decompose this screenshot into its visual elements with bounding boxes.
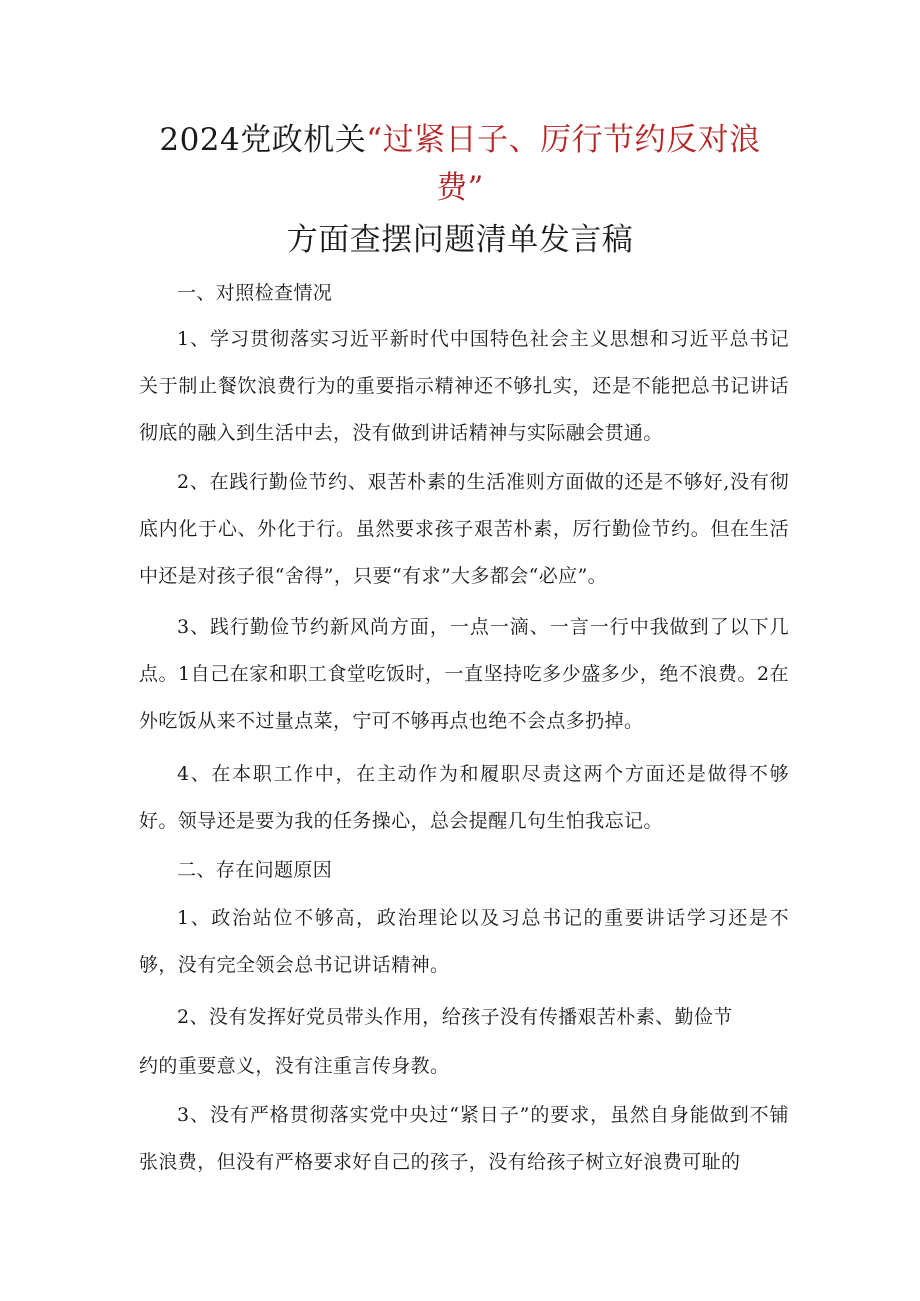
section2-paragraph-3: 3、没有严格贯彻落实党中央过“紧日子”的要求，虽然自身能做到不铺张浪费，但没有严格要求好自己的孩子，没有给孩子树立好浪费可耻的 bbox=[139, 1104, 789, 1173]
section1-paragraph-2: 2、在践行勤俭节约、艰苦朴素的生活准则方面做的还是不够好,没有彻底内化于心、外化于行。虽然要求孩子艰苦朴素，厉行勤俭节约。但在生活中还是对孩子很“舍得”，只要“有求”大多都会“必应”。 bbox=[139, 471, 789, 587]
document-title-line1 bbox=[100, 118, 820, 162]
title-quoted-part2: 费” bbox=[436, 170, 484, 206]
title-prefix: 2024党政机关 bbox=[159, 122, 367, 158]
title-line3-text: 方面查摆问题清单发言稿 bbox=[286, 222, 634, 258]
document-title-line3 bbox=[100, 218, 820, 262]
section2-paragraph-2-line1: 2、没有发挥好党员带头作用，给孩子没有传播艰苦朴素、勤俭节 bbox=[177, 1006, 733, 1028]
section2-paragraph-1: 1、政治站位不够高，政治理论以及习总书记的重要讲话学习还是不够，没有完全领会总书记讲话精神。 bbox=[139, 907, 789, 976]
document-title-line2 bbox=[100, 166, 820, 210]
title-quoted-part1: “过紧日子、厉行节约反对浪 bbox=[366, 122, 761, 158]
section1-paragraph-4: 4、在本职工作中，在主动作为和履职尽责这两个方面还是做得不够好。领导还是要为我的任务操心，总会提醒几句生怕我忘记。 bbox=[139, 763, 789, 832]
section1-paragraph-1: 1、学习贯彻落实习近平新时代中国特色社会主义思想和习近平总书记关于制止餐饮浪费行为的重要指示精神还不够扎实，还是不能把总书记讲话彻底的融入到生活中去，没有做到讲话精神与实际融会贯通。 bbox=[139, 328, 789, 444]
section1-paragraph-3: 3、践行勤俭节约新风尚方面，一点一滴、一言一行中我做到了以下几点。1自己在家和职工食堂吃饭时，一直坚持吃多少盛多少，绝不浪费。2在外吃饭从来不过量点菜，宁可不够再点也绝不会点多扔掉。 bbox=[139, 616, 789, 732]
section1-heading: 一、对照检查情况 bbox=[177, 282, 333, 304]
section2-heading: 二、存在问题原因 bbox=[177, 859, 333, 881]
section2-paragraph-2-line2: 约的重要意义，没有注重言传身教。 bbox=[139, 1055, 450, 1077]
